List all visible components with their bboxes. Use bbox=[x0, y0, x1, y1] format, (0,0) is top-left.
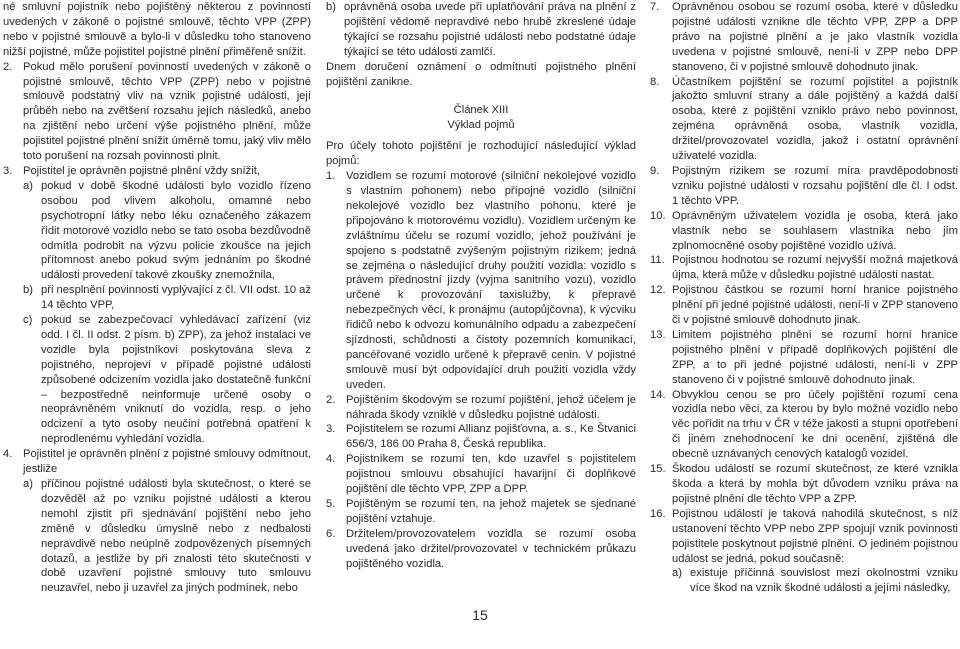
sub-text: pokud se zabezpečovací vyhledávací zařízení (viz odd. I čl. II odst. 2 písm. b) ZPP), za jehož instalaci ve vozidle byla pojistníkovi poskytována sleva z pojistného, neprojeví v případě pojistné události způsobené odcizením vozidla jako dostatečně funkční – bezpostředně neinformuje určené osoby o neoprávněném vniknutí do vozidla, resp. o jeho odcizení a tyto osoby neučiní potřebná opatření k neprodlenému vyhledání vozidla. bbox=[41, 314, 311, 446]
item-number: 16. bbox=[650, 507, 666, 520]
item-number: 12. bbox=[650, 284, 666, 297]
item-text: Pojistnou částkou se rozumí horní hranice pojistného plnění při jedné pojistné události, není-li v ZPP stanoveno či v pojistné smlouvě dohodnuto jinak. bbox=[672, 284, 958, 327]
item-number: 4. bbox=[3, 448, 13, 461]
definition-item-5 bbox=[326, 497, 636, 527]
item-body bbox=[23, 164, 311, 447]
item-text: Pojistným rizikem se rozumí míra pravděpodobnosti vzniku pojistné události v rozsahu pojištění dle čl. I odst. 1 těchto VPP. bbox=[672, 164, 958, 207]
item-text: Účastníkem pojištění se rozumí pojistitel a pojistník jakožto smluvní strany a dále pojištěný a každá další osoba, které z pojištění vzniklo právo nebo povinnost, zejména oprávněná osoba, vlastník vozidla, držitel/provozovatel vozidla, jakož i ostatní oprávnění uživatelé vozidla. bbox=[672, 75, 958, 163]
list-item-4 bbox=[3, 447, 311, 596]
definition-item-2 bbox=[326, 393, 636, 423]
item-text: Pojistnou hodnotou se rozumí nejvyšší možná majetková újma, která může v důsledku pojistné události nastat. bbox=[672, 254, 958, 282]
definition-item-3 bbox=[326, 422, 636, 452]
sub-item-a bbox=[23, 179, 311, 283]
sub-label: a) bbox=[23, 478, 33, 490]
definition-item-16 bbox=[650, 507, 958, 596]
item-number: 10. bbox=[650, 209, 666, 222]
paragraph-continued: né smluvní pojistník nebo pojištěný některou z povinností uvedených v zákoně o pojistné smlouvě, těchto VPP (ZPP) nebo v pojistné smlouvě a bylo-li v důsledku toho stanoveno nižší pojistné, může pojistitel pojistné plnění přiměřeně snížit. bbox=[3, 1, 311, 58]
definition-item-15 bbox=[650, 462, 958, 507]
sub-label: c) bbox=[23, 314, 33, 327]
definition-item-7 bbox=[650, 0, 958, 75]
sub-item-a bbox=[672, 566, 958, 596]
sub-item-b bbox=[326, 0, 636, 60]
item-text: Pojistitel je oprávněn pojistné plnění vždy snížit, bbox=[23, 164, 260, 177]
item-number: 15. bbox=[650, 463, 666, 476]
sub-text: při nesplnění povinnosti vyplývající z čl. VII odst. 10 až 14 těchto VPP, bbox=[41, 284, 311, 312]
definition-item-12 bbox=[650, 283, 958, 328]
definition-item-4 bbox=[326, 452, 636, 497]
item-text: Oprávněnou osobou se rozumí osoba, které v důsledku pojistné události vznikne dle těchto VPP, ZPP a DPP právo na pojistné plnění a je jako vlastník vozidla uvedena v pojistné smlouvě, není-li v ZPP nebo DPP stanoveno, či v pojistné smlouvě dohodnuto jinak. bbox=[672, 1, 958, 73]
page-number: 15 bbox=[472, 607, 488, 623]
definition-item-13 bbox=[650, 328, 958, 388]
sub-label: b) bbox=[326, 1, 336, 13]
item-number: 5. bbox=[326, 498, 336, 510]
item-text: Pojistitelem se rozumí Allianz pojišťovna, a. s., Ke Štvanici 656/3, 186 00 Praha 8, Česká republika. bbox=[346, 423, 636, 451]
article-heading bbox=[326, 103, 636, 133]
item-number: 3. bbox=[3, 164, 13, 177]
item-text: Držitelem/provozovatelem vozidla se rozumí osoba uvedená jako držitel/provozovatel v technickém průkazu pojištěného vozidla. bbox=[346, 527, 636, 570]
paragraph: Dnem doručení oznámení o odmítnutí pojistného plnění pojištění zanikne. bbox=[326, 60, 636, 88]
item-number: 9. bbox=[650, 164, 660, 177]
item-text: Limitem pojistného plnění se rozumí horní hranice pojistného plnění v případě doplňkových pojištění dle ZPP, a to při jedné pojistné události, není-li v ZPP stanoveno či v pojistné smlouvě dohodnuto jinak. bbox=[672, 328, 958, 386]
item-text: Pokud mělo porušení povinností uvedených v zákoně o pojistné smlouvě, těchto VPP (ZPP) nebo v pojistné smlouvě podstatný vliv na vznik pojistné události, její průběh nebo na zvětšení rozsahu jejích následků, anebo na zjištění nebo určení výše pojistného plnění, může pojistitel pojistné plnění snížit úměrně tomu, jaký vliv mělo toto porušení na rozsah povinnosti plnit. bbox=[23, 60, 311, 163]
definition-item-9 bbox=[650, 164, 958, 209]
item-number: 8. bbox=[650, 75, 660, 88]
column-left bbox=[3, 0, 311, 596]
sub-text: příčinou pojistné události byla skutečnost, o které se dozvěděl až po vzniku pojistné události a kterou nemohl zjistit při sjednávání pojištění nebo jeho změně v důsledku úmyslně nebo z nedbalosti nepravdivě nebo neúplně zodpovězených písemných dotazů, a jestliže by při znalosti této skutečnosti v době uzavření pojistné smlouvy tuto smlouvu neuzavřel, nebo ji uzavřel za jiných podmínek, nebo bbox=[41, 478, 311, 595]
sub-label: a) bbox=[23, 179, 33, 192]
sub-item-a bbox=[23, 477, 311, 596]
item-number: 11. bbox=[650, 254, 665, 267]
item-number: 2. bbox=[326, 393, 336, 406]
sub-label: b) bbox=[23, 284, 33, 297]
item-number: 13. bbox=[650, 328, 666, 341]
item-text: Obvyklou cenou se pro účely pojištění rozumí cena vozidla nebo věci, za kterou by bylo možné vozidlo nebo věc pořídit na trhu v ČR v téže jakosti a stupni opotřebení či jiném znehodnocení ke dni ocenění, zjištěná dle obecně uznávaných cenových katalogů vozidel. bbox=[672, 388, 958, 461]
item-text: Oprávněným uživatelem vozidla je osoba, která jako vlastník nebo se souhlasem vlastníka nebo jím zplnomocněné osoby pojištěné vozidlo užívá. bbox=[672, 209, 958, 252]
sub-text: oprávněná osoba uvede při uplatňování práva na plnění z pojištění vědomě nepravdivé nebo hrubě zkreslené údaje týkající se rozsahu pojistné události nebo podstatné údaje týkající se této události zamlčí. bbox=[344, 1, 636, 58]
column-middle bbox=[326, 0, 636, 572]
article-number: Článek XIII bbox=[453, 104, 509, 117]
item-text: Pojistníkem se rozumí ten, kdo uzavřel s pojistitelem pojistnou smlouvu obsahující havarijní či doplňkové pojištění dle těchto VPP, ZPP a DPP. bbox=[346, 453, 636, 496]
definition-item-11 bbox=[650, 253, 958, 283]
item-number: 3. bbox=[326, 423, 336, 436]
item-number: 4. bbox=[326, 453, 336, 466]
item-number: 1. bbox=[326, 170, 336, 183]
definition-item-10 bbox=[650, 209, 958, 254]
sub-text: existuje příčinná souvislost mezi okolnostmi vzniku více škod na vznik škodné události a jejími následky, bbox=[690, 567, 958, 595]
sub-label: a) bbox=[672, 567, 682, 580]
article-title: Výklad pojmů bbox=[447, 119, 515, 132]
item-text: Pojistnou událostí je taková nahodilá skutečnost, s níž ustanovení těchto VPP nebo ZPP spojují vznik povinnosti pojistitele poskytnout pojistné plnění. O jediném pojistnou událost se jedná, pokud současně: bbox=[672, 507, 958, 565]
sub-text: pokud v době škodné události bylo vozidlo řízeno osobou pod vlivem alkoholu, omamné nebo psychotropní látky nebo léku označeného zákazem řídit motorové vozidlo nebo se tato osoba bezdůvodně odmítla podrobit na výzvu policie zkoušce na jejich přítomnost anebo pokud svým jednáním po škodné události provedení takové zkoušky znemožnila, bbox=[41, 179, 311, 282]
sub-item-b bbox=[23, 283, 311, 313]
column-right bbox=[650, 0, 958, 596]
intro-paragraph: Pro účely tohoto pojištění je rozhodující následující výklad pojmů: bbox=[326, 140, 636, 168]
definition-item-1 bbox=[326, 169, 636, 393]
item-number: 2. bbox=[3, 60, 13, 73]
item-number: 6. bbox=[326, 527, 336, 540]
list-item-2 bbox=[3, 60, 311, 164]
item-number: 7. bbox=[650, 1, 660, 13]
item-number: 14. bbox=[650, 388, 666, 401]
definition-item-6 bbox=[326, 527, 636, 572]
item-body bbox=[23, 447, 311, 596]
item-body bbox=[672, 507, 958, 596]
item-text: Vozidlem se rozumí motorové (silniční nekolejové vozidlo s vlastním pohonem) nebo přípojné vozidlo (silniční nekolejové vozidlo bez vlastního pohonu, které je připojováno k motorovému vozidlu). Vozidlem určeným ke zvláštnímu účelu se rozumí vozidlo, jehož používání je spojeno s podstatně zvýšeným pojistným rizikem; jedná se zejména o následující druhy použití vozidla: vozidlo s právem přednostní jízdy (vyjma sanitního vozu), vozidlo určené k provozování taxislužby, k přepravě nebezpečných věcí, k pronájmu (autopůjčovna), k výcviku řidičů nebo k odvozu komunálního odpadu a zabezpečení sjízdnosti, schůdnosti a čistoty pozemních komunikací, pancéřované vozidlo určené k přepravě cenin. V pojistné smlouvě musí být odpovídající druh použití vozidla vždy uveden. bbox=[346, 170, 636, 391]
item-text: Pojistitel je oprávněn plnění z pojistné smlouvy odmítnout, jestliže bbox=[23, 448, 311, 476]
item-text: Pojištěním škodovým se rozumí pojištění, jehož účelem je náhrada škody vzniklé v důsledku pojistné události. bbox=[346, 393, 636, 421]
item-text: Pojištěným se rozumí ten, na jehož majetek se sjednané pojištění vztahuje. bbox=[346, 498, 636, 525]
sub-item-c bbox=[23, 313, 311, 447]
definition-item-8 bbox=[650, 75, 958, 164]
definition-item-14 bbox=[650, 388, 958, 463]
list-item-3 bbox=[3, 164, 311, 447]
item-text: Škodou událostí se rozumí skutečnost, ze které vznikla škoda a která by mohla být důvodem vzniku práva na pojistné plnění dle těchto VPP a ZPP. bbox=[672, 463, 958, 505]
